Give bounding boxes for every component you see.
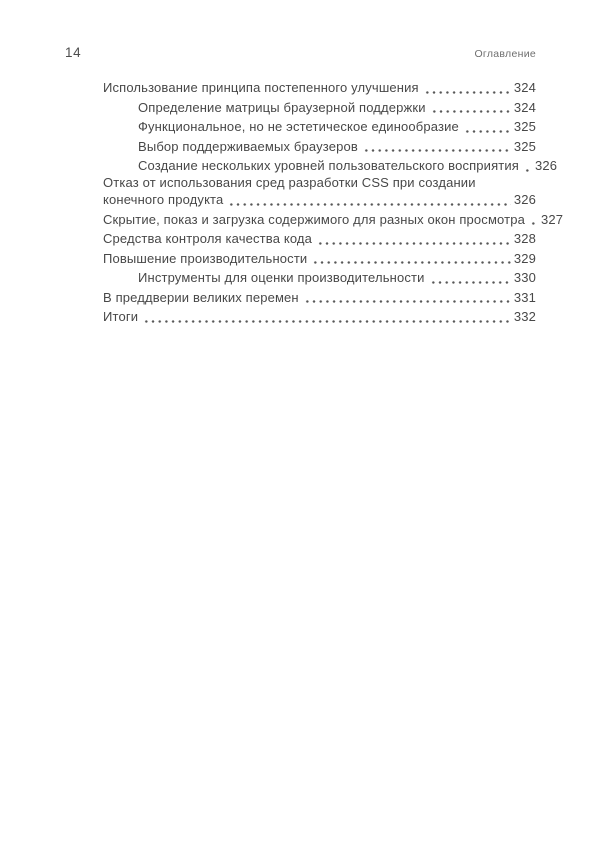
toc-entry-title: Выбор поддерживаемых браузеров bbox=[138, 138, 358, 154]
toc-entry-title: Создание нескольких уровней пользовательского восприятия bbox=[138, 158, 519, 173]
toc-entry-page: 332 bbox=[513, 309, 536, 324]
toc-entry-page: 329 bbox=[513, 250, 536, 266]
dot-leader bbox=[464, 130, 511, 133]
toc-entry-page: 330 bbox=[513, 270, 536, 285]
dot-leader bbox=[363, 149, 511, 152]
toc-entry bbox=[103, 117, 536, 137]
dot-leader bbox=[524, 169, 532, 172]
dot-leader bbox=[530, 222, 538, 225]
dot-leader bbox=[228, 203, 510, 206]
page-header bbox=[65, 45, 536, 60]
toc-entry bbox=[103, 137, 536, 157]
toc-entry-page: 324 bbox=[513, 80, 536, 95]
toc-entry-title: Итоги bbox=[103, 309, 139, 324]
toc-entry bbox=[103, 307, 536, 327]
toc-entry-title: В преддверии великих перемен bbox=[103, 289, 299, 305]
toc-entry-title: Инструменты для оценки производительности bbox=[138, 270, 425, 285]
toc-entry-page: 327 bbox=[541, 211, 564, 227]
toc-entry bbox=[103, 210, 564, 230]
toc-entry bbox=[103, 249, 536, 269]
toc-entry-title: Использование принципа постепенного улучшения bbox=[103, 80, 419, 95]
dot-leader bbox=[424, 91, 511, 94]
toc-entry bbox=[103, 156, 558, 176]
running-title: Оглавление bbox=[474, 48, 536, 60]
dot-leader bbox=[143, 320, 511, 323]
toc-entry-title: Определение матрицы браузерной поддержки bbox=[138, 99, 426, 115]
toc-entry-title-line1: Отказ от использования сред разработки CSS при создании bbox=[103, 174, 476, 190]
toc-entry-page: 328 bbox=[513, 231, 536, 246]
page-number: 14 bbox=[65, 45, 82, 60]
toc-entry bbox=[103, 229, 536, 249]
table-of-contents bbox=[103, 78, 564, 327]
toc-entry-page: 324 bbox=[513, 99, 536, 115]
toc-entry-title: Средства контроля качества кода bbox=[103, 231, 313, 246]
toc-entry bbox=[103, 98, 536, 118]
toc-entry-title: Скрытие, показ и загрузка содержимого для разных окон просмотра bbox=[103, 211, 526, 227]
dot-leader bbox=[304, 300, 511, 303]
toc-entry-page: 325 bbox=[513, 138, 536, 154]
toc-entry-page: 331 bbox=[513, 289, 536, 305]
toc-entry bbox=[103, 78, 536, 98]
toc-entry bbox=[103, 288, 536, 308]
toc-entry bbox=[103, 268, 536, 288]
dot-leader bbox=[312, 261, 511, 264]
toc-entry-page: 326 bbox=[513, 192, 536, 207]
toc-entry-title: Функциональное, но не эстетическое единообразие bbox=[138, 119, 459, 134]
dot-leader bbox=[431, 110, 511, 113]
toc-entry-page: 326 bbox=[535, 158, 558, 173]
dot-leader bbox=[430, 281, 511, 284]
toc-entry-title: Повышение производительности bbox=[103, 250, 308, 266]
toc-entry-page: 325 bbox=[513, 119, 536, 134]
toc-entry-title-line2: конечного продукта bbox=[103, 192, 224, 207]
dot-leader bbox=[317, 242, 511, 245]
toc-entry bbox=[103, 176, 536, 210]
